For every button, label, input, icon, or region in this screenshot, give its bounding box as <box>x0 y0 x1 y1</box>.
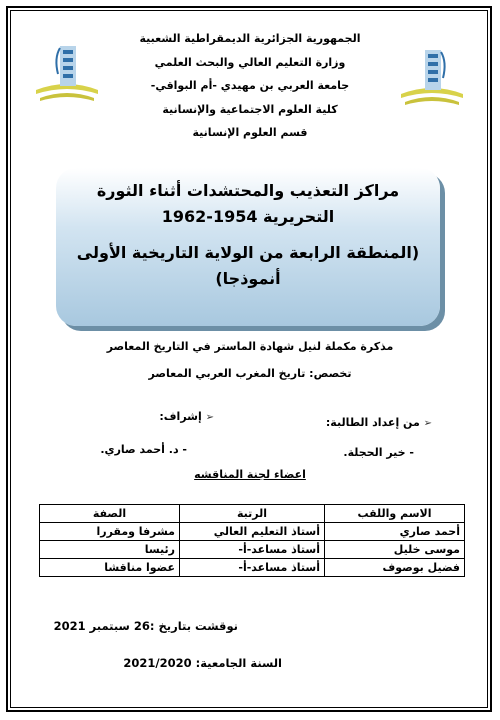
member-rank: أستاذ مساعد-أ- <box>180 559 325 577</box>
table-header-row <box>40 505 465 523</box>
student-name: - خير الحجلة. <box>343 446 414 459</box>
member-role: عضوا مناقشا <box>40 559 180 577</box>
member-role: رئيسا <box>40 541 180 559</box>
country-line: الجمهورية الجزائرية الديمقراطية الشعبية <box>139 32 361 45</box>
prepared-by-label: ➢ من إعداد الطالبة: <box>325 416 432 429</box>
member-name: فضيل بوصوف <box>325 559 465 577</box>
pointer-arrow-icon: ➢ <box>423 418 432 429</box>
department-line: قسم العلوم الإنسانية <box>192 126 308 139</box>
thesis-title-line-3: (المنطقة الرابعة من الولاية التاريخية الأولى <box>76 243 420 262</box>
ministry-line: وزارة التعليم العالي والبحث العلمي <box>154 55 346 69</box>
committee-table <box>39 504 465 577</box>
faculty-line: كلية العلوم الاجتماعية والإنسانية <box>162 102 338 116</box>
member-role: مشرفا ومقررا <box>40 523 180 541</box>
member-rank: أستاذ التعليم العالي <box>180 523 325 541</box>
degree-statement: مذكرة مكملة لنيل شهادة الماستر في التاريخ المعاصر <box>106 340 394 353</box>
member-name: أحمد صاري <box>325 523 465 541</box>
table-row <box>40 541 465 559</box>
academic-year: السنة الجامعية: 2021/2020 <box>123 656 282 670</box>
supervisor-name: - د. أحمد صاري. <box>100 443 187 456</box>
university-line: جامعة العربي بن مهيدي -أم البواقي- <box>150 79 350 92</box>
table-row <box>40 559 465 577</box>
column-header: الاسم واللقب <box>325 505 465 523</box>
defense-date: نوقشت بتاريخ :26 سبتمبر 2021 <box>53 619 238 633</box>
institution-header <box>100 27 400 145</box>
university-logo-icon <box>395 42 469 116</box>
committee-title: اعضاء لجنة المناقشه <box>194 468 306 481</box>
column-header: الرتبة <box>180 505 325 523</box>
member-rank: أستاذ مساعد-أ- <box>180 541 325 559</box>
column-header: الصفة <box>40 505 180 523</box>
member-name: موسى خليل <box>325 541 465 559</box>
thesis-title-line-4: أنموذجا) <box>215 269 281 288</box>
table-row <box>40 523 465 541</box>
pointer-arrow-icon: ➢ <box>205 412 214 423</box>
university-logo-icon <box>30 38 104 112</box>
specialty-statement: تخصص: تاريخ المغرب العربي المعاصر <box>148 367 352 380</box>
supervision-label: ➢ إشراف: <box>159 410 214 423</box>
thesis-title-line-1: مراكز التعذيب والمحتشدات أثناء الثورة <box>96 181 400 200</box>
thesis-title-line-2: التحريرية 1954-1962 <box>161 207 335 226</box>
thesis-title-box <box>56 168 440 326</box>
